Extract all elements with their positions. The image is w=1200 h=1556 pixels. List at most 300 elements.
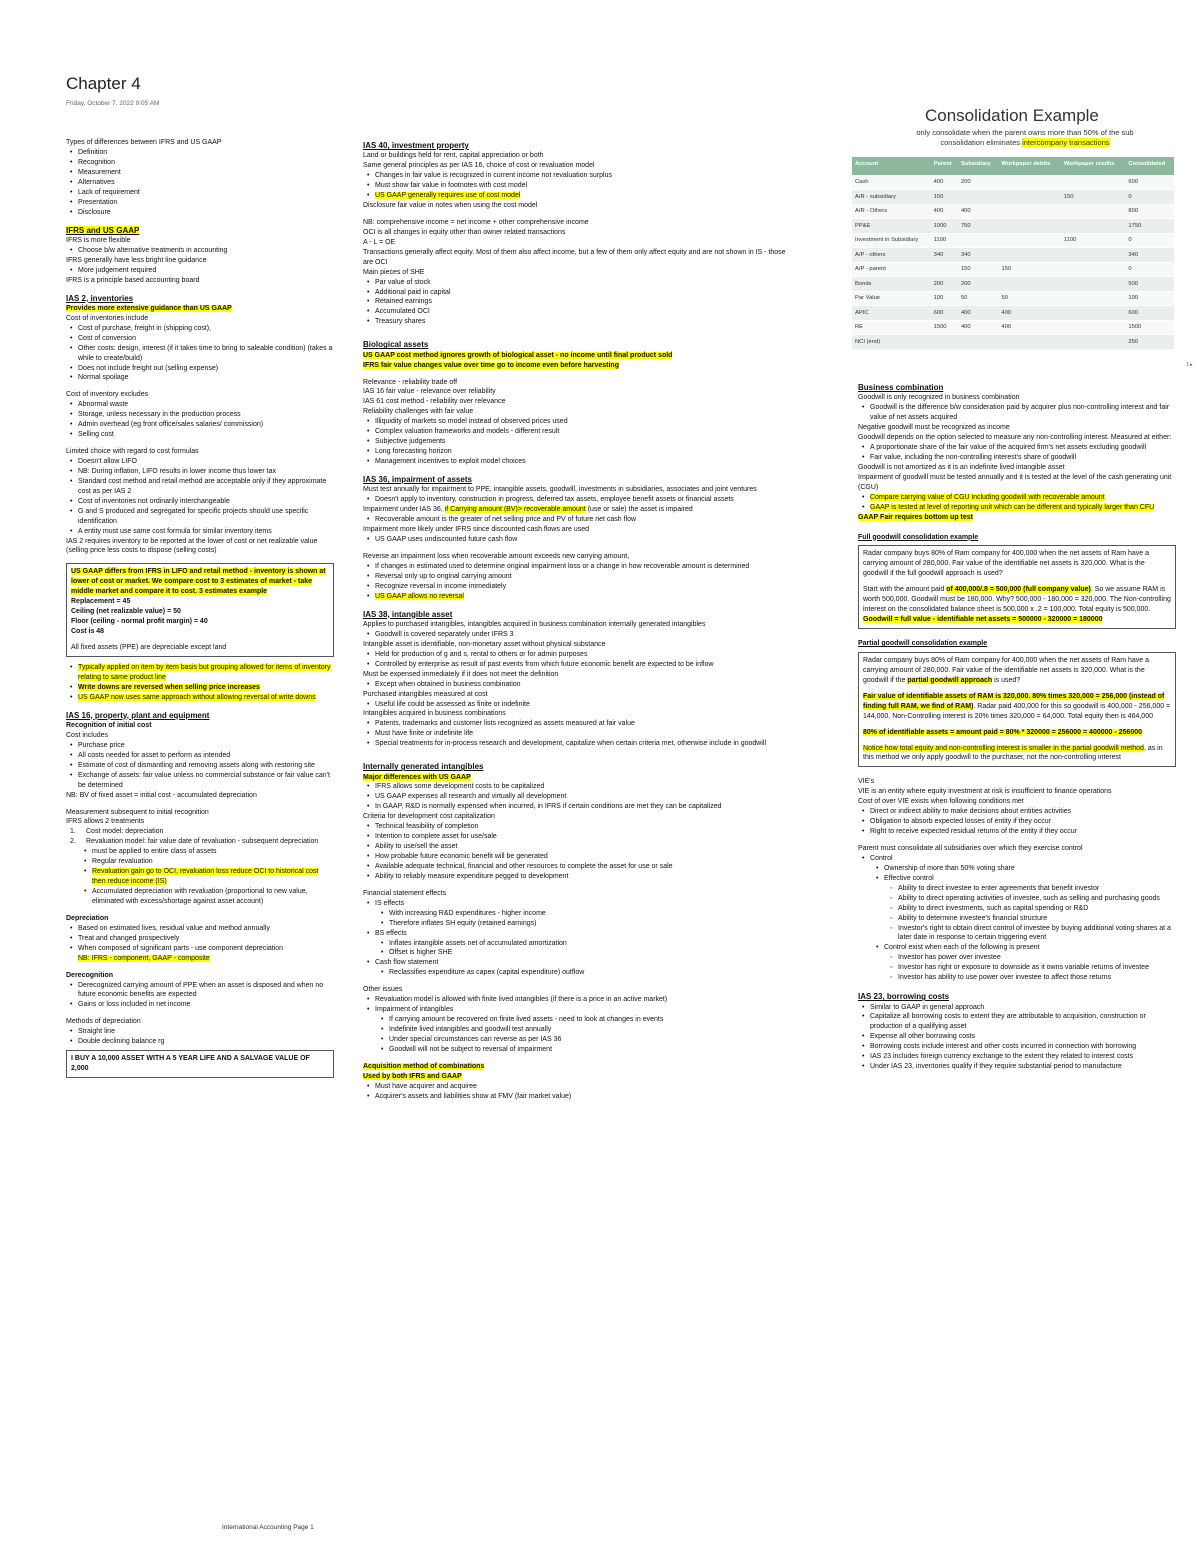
list-item: • Useful life could be assessed as finite or indefinite — [363, 700, 796, 710]
text-line: Goodwill = full value - identifiable net assets = 500000 - 320000 = 180000 — [863, 616, 1103, 624]
text-line: of 400,000/.8 = 500,000 (full company value) — [946, 586, 1091, 594]
text-line: Used by both IFRS and GAAP — [363, 1072, 462, 1080]
text-line: 80% of identifiable assets = amount paid = 80% * 320000 = 256000 = 400000 - 256000 — [863, 728, 1142, 736]
table-cell: 340 — [1125, 248, 1174, 263]
list-item: • Similar to GAAP in general approach — [858, 1003, 1176, 1013]
text-line: NB: comprehensive income = net income + other comprehensive income — [363, 218, 589, 226]
list-item: • Reclassifies expenditure as capex (capital expenditure) outflow — [363, 968, 796, 978]
text-line: IAS 16 fair value - relevance over reliability — [363, 388, 496, 396]
table-row — [852, 277, 1174, 292]
table-cell — [998, 335, 1060, 350]
table-row — [852, 306, 1174, 321]
parent-control-section — [858, 844, 1176, 983]
text-line: Purchased intangibles measured at cost — [363, 690, 488, 698]
list-item: • BS effects — [363, 929, 796, 939]
text-line: Limited choice with regard to cost formulas — [66, 448, 199, 456]
list-item: • Borrowing costs include interest and other costs incurred in connection with borrowing — [858, 1042, 1176, 1052]
table-cell: Investment in Subsidiary — [852, 233, 931, 248]
acquisition-section — [363, 1062, 796, 1102]
list-item: • Alternatives — [66, 178, 334, 188]
list-item: • Technical feasibility of completion — [363, 822, 796, 832]
table-cell — [1061, 204, 1126, 219]
page-footer: International Accounting Page 1 — [222, 1524, 314, 1531]
table-cell: 400 — [931, 175, 958, 190]
text-line: Must test annually for impairment to PPE, intangible assets, goodwill, investments in subsidiaries, associates and joint ventures — [363, 486, 757, 494]
list-item: • Reversal only up to original carrying amount — [363, 572, 796, 582]
text-line: . So we assume RAM is worth 500,000. Goodwill must be 180,000. Why? 500,000 - 180,000 = 320,000. The Non-controlling interest on the consolidated balance sheet is 500,000 x .2 = 100,000. Total equity is 500,000. — [863, 586, 1171, 614]
full-goodwill-section — [858, 533, 1176, 630]
lifo-note-box — [66, 563, 334, 657]
list-item: • Except when obtained in business combination — [363, 680, 796, 690]
list-item: ◦ Investor has power over investee — [858, 953, 1176, 963]
table-cell: 600 — [1125, 175, 1174, 190]
text-line: Notice how total equity and non-controlling interest is smaller in the partial goodwill method — [863, 744, 1144, 752]
text-line: Measurement subsequent to initial recognition — [66, 808, 209, 816]
list-item: • Based on estimated lives, residual value and method annually — [66, 924, 334, 934]
column-header: Workpaper debits — [998, 157, 1060, 175]
table-row — [852, 262, 1174, 277]
ias38-section — [363, 609, 796, 750]
ias2-more-list — [66, 663, 334, 703]
partial-goodwill-section — [858, 639, 1176, 767]
list-item: 1. Cost model: depreciation — [66, 827, 334, 837]
list-item: • Available adequate technical, financial and other resources to complete the asset for use or sale — [363, 862, 796, 872]
text-line: Same general principles as per IAS 16, choice of cost or revaluation model — [363, 162, 595, 170]
list-item: • Selling cost — [66, 430, 334, 440]
text-line: Criteria for development cost capitalization — [363, 813, 495, 821]
table-cell — [998, 219, 1060, 234]
list-item: • A proportionate share of the fair value of the acquired firm's net assets excluding goodwill — [858, 443, 1176, 453]
biological-heading: Biological assets — [363, 340, 429, 350]
text-line: Main pieces of SHE — [363, 268, 425, 276]
table-cell — [1061, 277, 1126, 292]
table-row — [852, 204, 1174, 219]
table-cell — [931, 335, 958, 350]
list-item: • US GAAP expenses all research and virtually all development — [363, 792, 796, 802]
table-row — [852, 248, 1174, 263]
text-line: GAAP Fair requires bottom up test — [858, 513, 973, 521]
text-line: Major differences with US GAAP — [363, 773, 471, 781]
text-line: Intangibles acquired in business combinations — [363, 710, 506, 718]
list-item: ◦ Investor's right to obtain direct control of investee by buying additional voting shares at a later date in response to certain triggering event — [858, 924, 1176, 944]
text-line: Impairment of goodwill must be tested annually and it is tested at the level of the cash generating unit (CGU) — [858, 473, 1172, 491]
table-cell — [958, 335, 999, 350]
list-item: • Par value of stock — [363, 278, 796, 288]
table-row — [852, 233, 1174, 248]
table-cell: 340 — [958, 248, 999, 263]
table-cell — [1061, 291, 1126, 306]
list-item: • Therefore inflates SH equity (retained earnings) — [363, 919, 796, 929]
list-item: • Admin overhead (eg front office/sales salaries/ commission) — [66, 420, 334, 430]
list-item: • IS effects — [363, 899, 796, 909]
table-cell: 500 — [1125, 277, 1174, 292]
depreciation-section — [66, 914, 334, 964]
table-cell: 340 — [931, 248, 958, 263]
table-cell — [998, 175, 1060, 190]
list-item: • IAS 23 includes foreign currency exchange to the extent they related to interest costs — [858, 1052, 1176, 1062]
list-item: • Expense all other borrowing costs — [858, 1032, 1176, 1042]
derecognition-section — [66, 971, 334, 1011]
list-item: ◦ Ability to determine investee's financial structure — [858, 914, 1176, 924]
methods-heading: Methods of depreciation — [66, 1018, 141, 1026]
list-item: • Accumulated OCI — [363, 307, 796, 317]
list-item: • IFRS allows some development costs to be capitalized — [363, 782, 796, 792]
table-row — [852, 175, 1174, 190]
list-item: • Recognition — [66, 158, 334, 168]
table-cell: 400 — [958, 306, 999, 321]
text-line: IAS 2 requires inventory to be reported at the lower of cost or net realizable value (selling price less costs to dispose (selling costs) — [66, 537, 318, 555]
box-line: All fixed assets (PPE) are depreciable except land — [71, 643, 227, 651]
text-line: Other issues — [363, 986, 403, 994]
list-item: US GAAP generally requires use of cost model — [375, 192, 521, 200]
table-cell: 200 — [958, 277, 999, 292]
list-item: • Intention to complete asset for use/sale — [363, 832, 796, 842]
text-line: Fair value of identifiable assets of RAM is 320,000. 80% times 320,000 = 256,000 (instead of finding full RAM, we find of RAM) — [863, 692, 1165, 710]
table-cell — [1061, 335, 1126, 350]
list-item: • Estimate of cost of dismantling and removing assets along with restoring site — [66, 761, 334, 771]
list-item: • Acquirer's assets and liabilities show at FMV (fair market value) — [363, 1092, 796, 1102]
table-cell — [1061, 248, 1126, 263]
box-line: Cost is 48 — [71, 628, 105, 636]
text-line: Cost of inventories include — [66, 314, 149, 322]
list-item: • Cost of conversion — [66, 334, 334, 344]
subtitle-line: consolidation eliminates — [940, 138, 1023, 148]
list-item: • Impairment of intangibles — [363, 1005, 796, 1015]
list-item: Compare carrying value of CGU including goodwill with recoverable amount — [870, 493, 1105, 501]
text-line: VIE is an entity where equity investment at risk is insufficient to finance operations — [858, 788, 1112, 796]
list-item: • Storage, unless necessary in the production process — [66, 410, 334, 420]
business-combination-section — [858, 382, 1176, 523]
list-item: • Management incentives to exploit model choices — [363, 457, 796, 467]
ias36-heading: IAS 36, impairment of assets — [363, 474, 472, 484]
list-item: • Recognize reversal in income immediately — [363, 582, 796, 592]
list-item: • All costs needed for asset to perform as intended — [66, 751, 334, 761]
text-line: Must be expensed immediately if it does not meet the definition — [363, 670, 559, 678]
depreciation-heading: Depreciation — [66, 914, 109, 922]
table-cell: 50 — [958, 291, 999, 306]
list-item: • Other costs: design, interest (if it takes time to bring to saleable condition) (takes a while to create/build) — [66, 344, 334, 364]
box-line: US GAAP differs from IFRS in LIFO and retail method - inventory is shown at lower of cost or market. We compare cost to 3 estimates of market - take middle market and compare it to cost. 3 estimates example — [71, 568, 326, 596]
list-item: • Changes in fair value is recognized in current income not revaluation surplus — [363, 171, 796, 181]
list-item: • Long forecasting horizon — [363, 447, 796, 457]
text-line: NB: IFRS - component, GAAP - composite — [78, 954, 210, 962]
table-cell: 200 — [931, 277, 958, 292]
text-line: IAS 61 cost method - reliability over relevance — [363, 398, 506, 406]
text-line: Goodwill depends on the option selected to measure any non-controlling interest. Measured at either: — [858, 434, 1172, 442]
text-line: US GAAP cost method ignores growth of biological asset - no income until final product sold — [363, 351, 673, 359]
page-date: Friday, October 7, 2022 9:05 AM — [66, 100, 160, 107]
table-cell: 1500 — [1125, 320, 1174, 335]
subtitle-line: only consolidate when the parent owns more than 50% of the sub — [916, 128, 1134, 137]
list-item: • Recoverable amount is the greater of net selling price and PV of future net cash flow — [363, 515, 796, 525]
list-item: • Disclosure — [66, 208, 334, 218]
table-cell — [958, 190, 999, 205]
list-item: • Exchange of assets: fair value unless no commercial substance or fair value can't be determined — [66, 771, 334, 791]
question-text: Radar company buys 80% of Ram company for 400,000 when the net assets of Ram have a carrying amount of 280,000. Fair value of the identifiable net assets is 320,000. What is the goodwill if the full goodwill approach is used? — [863, 550, 1149, 578]
ias40-heading: IAS 40, investment property — [363, 141, 469, 150]
column-2 — [363, 138, 796, 1518]
text-line: A - L = OE — [363, 238, 396, 246]
subtitle-highlight: intercompany transactions — [1022, 138, 1110, 148]
question-text: partial goodwill approach — [907, 676, 993, 684]
list-item: • Must show fair value in footnotes with cost model — [363, 181, 796, 191]
text-line: Goodwill is only recognized in business combination — [858, 394, 1020, 402]
column-3 — [858, 380, 1176, 1520]
table-cell: 600 — [931, 306, 958, 321]
list-item: • Gains or loss included in net income — [66, 1000, 334, 1010]
consolidation-subtitle — [880, 128, 1170, 148]
list-item: • Obligation to absorb expected losses of entity if they occur — [858, 817, 1176, 827]
list-item: • Subjective judgements — [363, 437, 796, 447]
text-line: Cost of over VIE exists when following conditions met — [858, 798, 1024, 806]
table-cell: 150 — [998, 262, 1060, 277]
list-item: ◦ Investor has right or exposure to downside as it owns variable returns of investee — [858, 963, 1176, 973]
table-cell: 400 — [931, 204, 958, 219]
box-line: Replacement = 45 — [71, 598, 131, 606]
table-cell — [1061, 219, 1126, 234]
table-cell: 250 — [1125, 335, 1174, 350]
table-cell: 150 — [958, 262, 999, 277]
list-item: • Cost of inventories not ordinarily interchangeable — [66, 497, 334, 507]
list-item: • Purchase price — [66, 741, 334, 751]
text-line: Disclosure fair value in notes when using the cost model — [363, 202, 538, 210]
list-item: • Indefinite lived intangibles and goodwill test annually — [363, 1025, 796, 1035]
ifrs-gaap-heading: IFRS and US GAAP — [66, 225, 140, 235]
list-item: ◦ Investor has ability to use power over investee to affect those returns — [858, 973, 1176, 983]
ias38-heading: IAS 38, intangible asset — [363, 609, 453, 619]
ias23-heading: IAS 23, borrowing costs — [858, 992, 950, 1002]
list-item: • Controlled by enterprise as result of past events from which future economic benefit are expected to be inflow — [363, 660, 796, 670]
business-combination-heading: Business combination — [858, 383, 944, 392]
list-item: • Definition — [66, 148, 334, 158]
partial-goodwill-box — [858, 652, 1176, 767]
list-item: • Cost of purchase, freight in (shipping cost), — [66, 324, 334, 334]
types-heading: Types of differences between IFRS and US GAAP — [66, 139, 222, 146]
list-item: • In GAAP, R&D is normally expensed when incurred, in IFRS if certain conditions are met they can be capitalized — [363, 802, 796, 812]
list-item: • Inflates intangible assets net of accumulated amortization — [363, 939, 796, 949]
ias23-section — [858, 991, 1176, 1072]
list-item: • Control exist when each of the following is present — [858, 943, 1176, 953]
list-item: • Direct or indirect ability to make decisions about entities activities — [858, 807, 1176, 817]
table-cell: 150 — [931, 190, 958, 205]
list-item: • Accumulated depreciation with revaluation (proportional to new value, eliminated with excess/shortage against asset account) — [66, 887, 334, 907]
table-row — [852, 291, 1174, 306]
text-line: Cost includes — [66, 731, 109, 739]
list-item: • Fair value, including the non-controlling interest's share of goodwill — [858, 453, 1176, 463]
table-cell: 0 — [1125, 262, 1174, 277]
ias16-heading: IAS 16, property, plant and equipment — [66, 710, 210, 720]
list-item: • Treat and changed prospectively — [66, 934, 334, 944]
list-item: • Choose b/w alternative treatments in accounting — [66, 246, 334, 256]
types-list — [66, 148, 334, 218]
table-cell: Cash — [852, 175, 931, 190]
box-line: Ceiling (net realizable value) = 50 — [71, 608, 181, 616]
table-cell — [998, 233, 1060, 248]
text-line: Negative goodwill must be recognized as income — [858, 424, 1010, 432]
table-cell: 750 — [958, 219, 999, 234]
financial-effects-section — [363, 889, 796, 978]
list-item: • Lack of requirement — [66, 188, 334, 198]
table-cell: 800 — [1125, 204, 1174, 219]
table-cell: A/P - others — [852, 248, 931, 263]
list-item: Typically applied on item by item basis but grouping allowed for items of inventory relating to same product line — [78, 663, 331, 681]
list-item: • G and S produced and segregated for specific projects should use specific identification — [66, 507, 334, 527]
list-item: • Ability to reliably measure expenditure pegged to development — [363, 872, 796, 882]
text-line: Applies to purchased intangibles, intangibles acquired in business combination internally generated intangibles — [363, 621, 706, 628]
column-header: Parent — [931, 157, 958, 175]
list-item: • Ability to use/sell the asset — [363, 842, 796, 852]
table-cell: 1100 — [1061, 233, 1126, 248]
text-line: Impairment under IAS 36, — [363, 506, 445, 514]
text-line: Acquisition method of combinations — [363, 1062, 485, 1070]
text-line: NB: BV of fixed asset = initial cost - accumulated depreciation — [66, 791, 257, 799]
box-line: Floor (ceiling - normal profit margin) = 40 — [71, 618, 208, 626]
list-item: • Straight line — [66, 1027, 334, 1037]
table-cell: 1500 — [931, 320, 958, 335]
table-cell: 50 — [998, 291, 1060, 306]
list-item: • Standard cost method and retail method are acceptable only if they approximate cost as per IAS 2 — [66, 477, 334, 497]
table-cell — [1061, 262, 1126, 277]
table-cell — [998, 204, 1060, 219]
text-line: Cost of inventory excludes — [66, 391, 149, 399]
column-1 — [66, 138, 334, 1518]
list-item: • Normal spoilage — [66, 373, 334, 383]
list-item: • Treasury shares — [363, 317, 796, 327]
text-line: IFRS is more flexible — [66, 236, 131, 244]
table-cell: Par Value — [852, 291, 931, 306]
list-item: • Goodwill is the difference b/w consideration paid by acquirer plus non-controlling interest and fair value of net assets acquired — [858, 403, 1176, 423]
text-line: Recognition of initial cost — [66, 722, 152, 730]
list-item: • Derecognized carrying amount of PPE when an asset is disposed and when no future economic benefits are expected — [66, 981, 334, 1001]
list-item: • Revaluation model is allowed with finite lived intangibles (if there is a price in an active market) — [363, 995, 796, 1005]
table-cell: 600 — [1125, 306, 1174, 321]
question-text: is used? — [992, 676, 1021, 684]
list-item: • NB: During inflation, LIFO results in lower income thus lower tax — [66, 467, 334, 477]
biological-section — [363, 339, 796, 370]
ias2-section — [66, 293, 334, 557]
text-line: (use or sale) the asset is impaired — [585, 506, 693, 514]
table-cell — [998, 248, 1060, 263]
table-cell: 0 — [1125, 233, 1174, 248]
text-line: Parent must consolidate all subsidiaries over which they exercise control — [858, 845, 1083, 853]
list-item: • Ownership of more than 50% voting share — [858, 864, 1176, 874]
list-item: • Illiquidity of markets so model instead of observed prices used — [363, 417, 796, 427]
page-marker: 1 ▸ — [1186, 362, 1193, 368]
vie-heading: VIE's — [858, 778, 875, 786]
list-item: • Cash flow statement — [363, 958, 796, 968]
text-line: , as in this method we only apply goodwill to the purchaser, not the non-controlling interest — [863, 744, 1163, 762]
table-row — [852, 320, 1174, 335]
list-item: • must be applied to entire class of assets — [66, 847, 334, 857]
consolidation-title: Consolidation Example — [925, 106, 1099, 125]
impairment-condition: if Carrying amount (BV)> recoverable amount — [444, 506, 586, 514]
table-cell: Bonds — [852, 277, 931, 292]
table-cell — [1061, 175, 1126, 190]
list-item: • Patents, trademarks and customer lists recognized as assets measured at fair value — [363, 719, 796, 729]
vie-section — [858, 777, 1176, 837]
list-item: • With increasing R&D expenditures - higher income — [363, 909, 796, 919]
list-item: ◦ Ability to direct investments, such as capital spending or R&D — [858, 904, 1176, 914]
table-cell: 400 — [958, 320, 999, 335]
other-issues-section — [363, 985, 796, 1055]
list-item: • Goodwill is covered separately under IFRS 3 — [363, 630, 796, 640]
list-item: • Retained earnings — [363, 297, 796, 307]
table-cell: 100 — [1125, 291, 1174, 306]
list-item: • Held for production of g and s, rental to others or for admin purposes — [363, 650, 796, 660]
column-header: Account — [852, 157, 931, 175]
table-row — [852, 190, 1174, 205]
list-item: ◦ Ability to direct investee to enter agreements that benefit investor — [858, 884, 1176, 894]
text-line: Land or buildings held for rent, capital appreciation or both — [363, 152, 544, 160]
list-item: • If carrying amount be recovered on finite lived assets - need to look at changes in events — [363, 1015, 796, 1025]
table-cell: 150 — [1061, 190, 1126, 205]
table-cell: 400 — [958, 204, 999, 219]
list-item: • Must have finite or indefinite life — [363, 729, 796, 739]
list-item: • A entity must use same cost formula for similar inventory items — [66, 527, 334, 537]
table-cell: A/P - parent — [852, 262, 931, 277]
text-line: Reverse an impairment loss when recoverable amount exceeds new carrying amount, — [363, 552, 630, 560]
ias2-heading: IAS 2, inventories — [66, 293, 134, 303]
list-item: • Presentation — [66, 198, 334, 208]
ias2-highlight: Provides more extensive guidance than US GAAP — [66, 304, 232, 312]
list-item: • Under IAS 23, inventories qualify if they require substantial period to manufacture — [858, 1062, 1176, 1072]
table-cell: NCI (end) — [852, 335, 931, 350]
table-cell: 100 — [931, 291, 958, 306]
list-item: • Double declining balance rg — [66, 1037, 334, 1047]
list-item: • Capitalize all borrowing costs to extent they are attributable to acquisition, construction or production of a qualifying asset — [858, 1012, 1176, 1032]
text-line: OCI is all changes in equity other than owner related transactions — [363, 228, 566, 236]
ias40-section — [363, 140, 796, 211]
text-line: . Radar paid 400,000 for this so goodwill is 400,000 - 256,000 = 144,000. Non-Controlling interest is 20% times 320,000 = 64,000. Total equity then is 464,000 — [863, 702, 1171, 720]
list-item: Write downs are reversed when selling price increases — [78, 683, 260, 691]
table-cell: 200 — [958, 175, 999, 190]
list-item: • How probable future economic benefit will be generated — [363, 852, 796, 862]
text-line: IFRS fair value changes value over time go to income even before harvesting — [363, 361, 619, 369]
table-cell: APIC — [852, 306, 931, 321]
partial-goodwill-heading: Partial goodwill consolidation example — [858, 640, 988, 648]
table-cell: 1000 — [931, 219, 958, 234]
list-item: US GAAP now uses same approach without allowing reversal of write downs — [78, 693, 316, 701]
table-cell: 1100 — [931, 233, 958, 248]
table-cell: RE — [852, 320, 931, 335]
table-cell — [1061, 306, 1126, 321]
column-header: Consolidated — [1125, 157, 1174, 175]
list-item: • More judgement required — [66, 266, 334, 276]
text-line: Start with the amount paid — [863, 586, 947, 594]
list-item: • Goodwill will not be subject to reversal of impairment — [363, 1045, 796, 1055]
table-cell: 400 — [998, 306, 1060, 321]
column-header: Subsidiary — [958, 157, 999, 175]
table-cell — [998, 277, 1060, 292]
column-header: Workpaper credits — [1061, 157, 1126, 175]
list-item: • If changes in estimated used to determine original impairment loss or a change in how recoverable amount is determined — [363, 562, 796, 572]
list-item: Revaluation gain go to OCI, revaluation loss reduce OCI to historical cost then reduce income (IS) — [92, 868, 319, 886]
text-line: IFRS allows 2 treatments — [66, 818, 145, 826]
table-cell — [998, 190, 1060, 205]
text-line: Impairment more likely under IFRS since discounted cash flows are used — [363, 526, 590, 534]
internal-intangibles-heading: Internally generated intangibles — [363, 762, 484, 772]
list-item: • Special treatments for in-process research and development, capitalize when certain criteria met, otherwise include in goodwill — [363, 739, 796, 749]
list-item: 2. Revaluation model: fair value date of revaluation - subsequent depreciation — [66, 837, 334, 847]
table-cell: A/R - subsidiary — [852, 190, 931, 205]
table-cell: 400 — [998, 320, 1060, 335]
ias36-section — [363, 474, 796, 602]
list-item: • Doesn't allow LIFO — [66, 457, 334, 467]
types-section — [66, 138, 334, 218]
table-row — [852, 219, 1174, 234]
list-item: ◦ Ability to direct operating activities of investee, such as selling and purchasing goods — [858, 894, 1176, 904]
text-line: Relevance - reliability trade off — [363, 378, 458, 386]
